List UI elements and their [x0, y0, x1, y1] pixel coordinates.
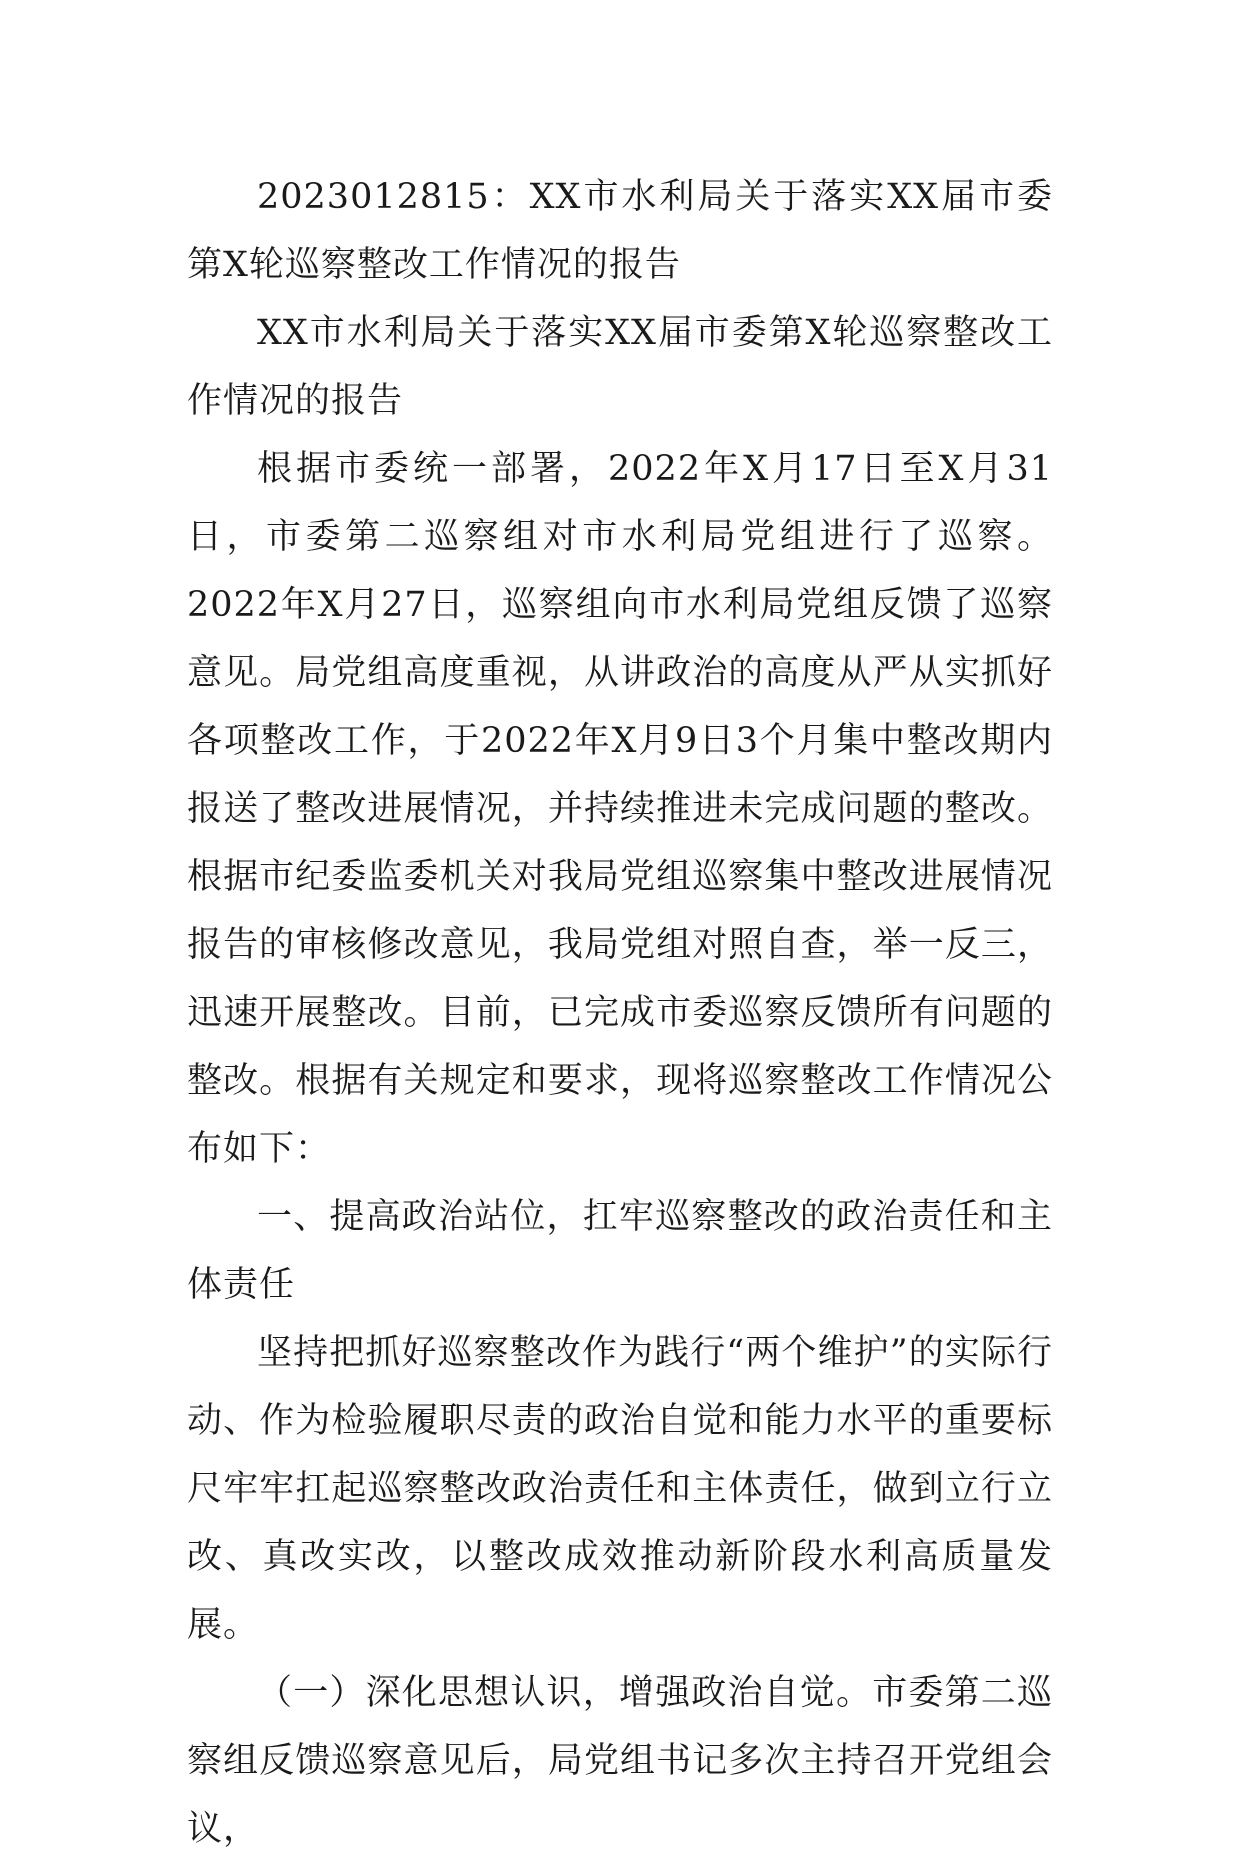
section-heading-1: 一、提高政治站位，扛牢巡察整改的政治责任和主体责任	[187, 1197, 1053, 1305]
document-body	[187, 163, 1053, 1863]
intro-paragraph: 根据市委统一部署，2022年X月17日至X月31日，市委第二巡察组对市水利局党组进行了巡察。2022年X月27日，巡察组向市水利局党组反馈了巡察意见。局党组高度重视，从讲政治的高度从严从实抓好各项整改工作，于2022年X月9日3个月集中整改期内报送了整改进展情况，并持续推进未完成问题的整改。根据市纪委监委机关对我局党组巡察集中整改进展情况报告的审核修改意见，我局党组对照自查，举一反三，迅速开展整改。目前，已完成市委巡察反馈所有问题的整改。根据有关规定和要求，现将巡察整改工作情况公布如下：	[187, 449, 1053, 1169]
document-title: XX市水利局关于落实XX届市委第X轮巡察整改工作情况的报告	[187, 313, 1053, 421]
document-heading-code: 2023012815：XX市水利局关于落实XX届市委第X轮巡察整改工作情况的报告	[187, 177, 1053, 285]
section-1-paragraph: 坚持把抓好巡察整改作为践行“两个维护”的实际行动、作为检验履职尽责的政治自觉和能力水平的重要标尺牢牢扛起巡察整改政治责任和主体责任，做到立行立改、真改实改，以整改成效推动新阶段水利高质量发展。	[187, 1333, 1053, 1645]
subsection-1-paragraph: （一）深化思想认识，增强政治自觉。市委第二巡察组反馈巡察意见后，局党组书记多次主持召开党组会议，	[187, 1673, 1053, 1849]
